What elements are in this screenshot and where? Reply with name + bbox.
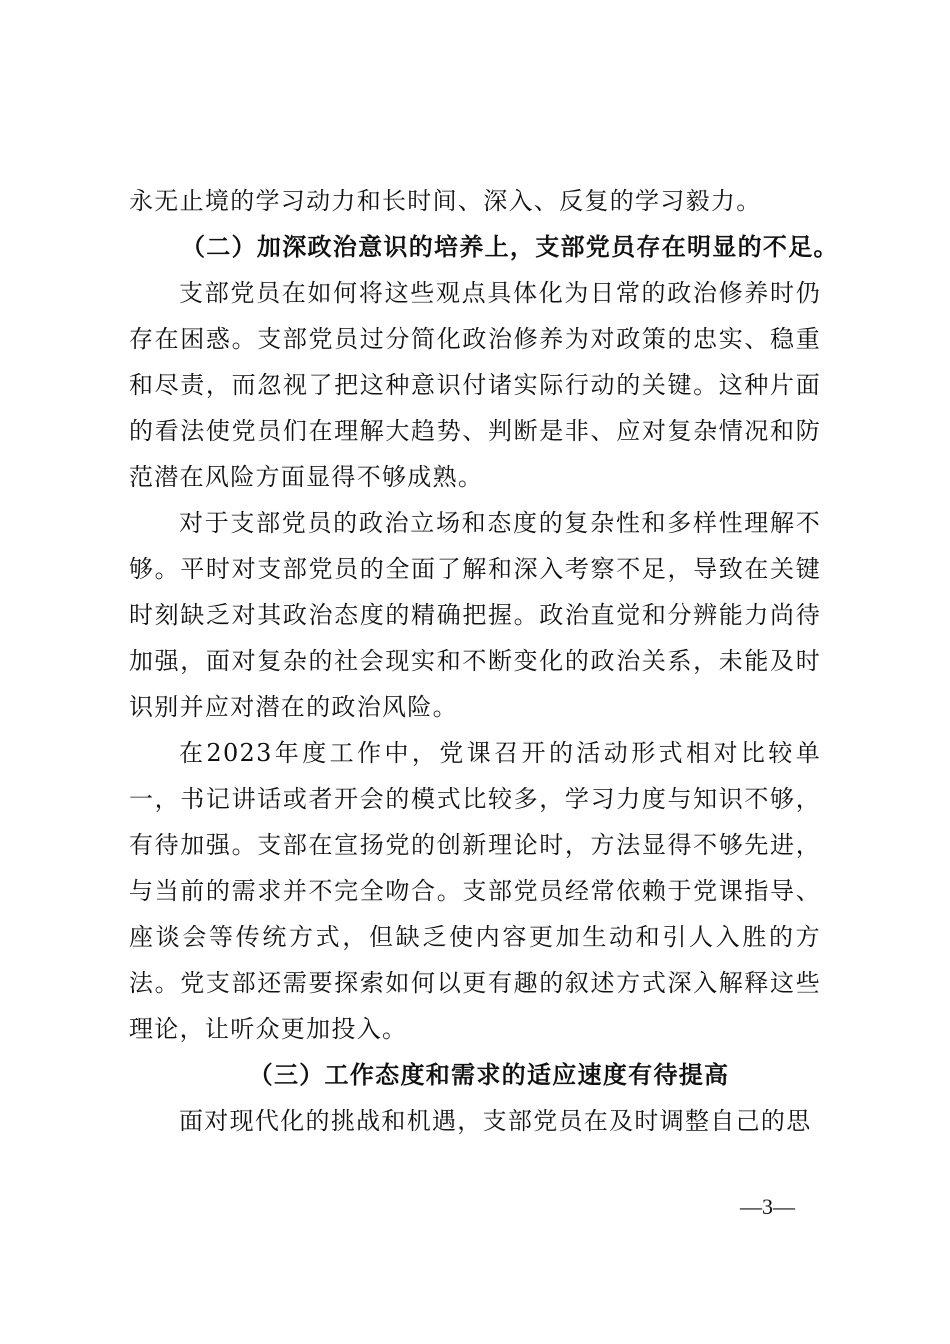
paragraph: 在2023年度工作中，党课召开的活动形式相对比较单一，书记讲话或者开会的模式比较多，学习力度与知识不够，有待加强。支部在宣扬党的创新理论时，方法显得不够先进，与当前的需求并不完全吻合。支部党员经常依赖于党课指导、座谈会等传统方式，但缺乏使内容更加生动和引人入胜的方法。党支部还需要探索如何以更有趣的叙述方式深入解释这些理论，让听众更加投入。 [129,739,821,1043]
section-heading-2: （二）加深政治意识的培养上，支部党员存在明显的不足。 [181,232,839,261]
paragraph: 对于支部党员的政治立场和态度的复杂性和多样性理解不够。平时对支部党员的全面了解和深入考察不足，导致在关键时刻缺乏对其政治态度的精确把握。政治直觉和分辨能力尚待加强，面对复杂的社会现实和不断变化的政治关系，未能及时识别并应对潜在的政治风险。 [129,509,821,721]
paragraph: 支部党员在如何将这些观点具体化为日常的政治修养时仍存在困惑。支部党员过分简化政治修养为对政策的忠实、稳重和尽责，而忽视了把这种意识付诸实际行动的关键。这种片面的看法使党员们在理解大趋势、判断是非、应对复杂情况和防范潜在风险方面显得不够成熟。 [129,279,821,491]
page-number: —3— [740,1194,795,1219]
document-body [129,178,839,1144]
section-heading-3: （三）工作态度和需求的适应速度有待提高 [248,1060,730,1089]
paragraph-continuation: 永无止境的学习动力和长时间、深入、反复的学习毅力。 [129,187,762,215]
paragraph: 面对现代化的挑战和机遇，支部党员在及时调整自己的思 [179,1107,812,1135]
